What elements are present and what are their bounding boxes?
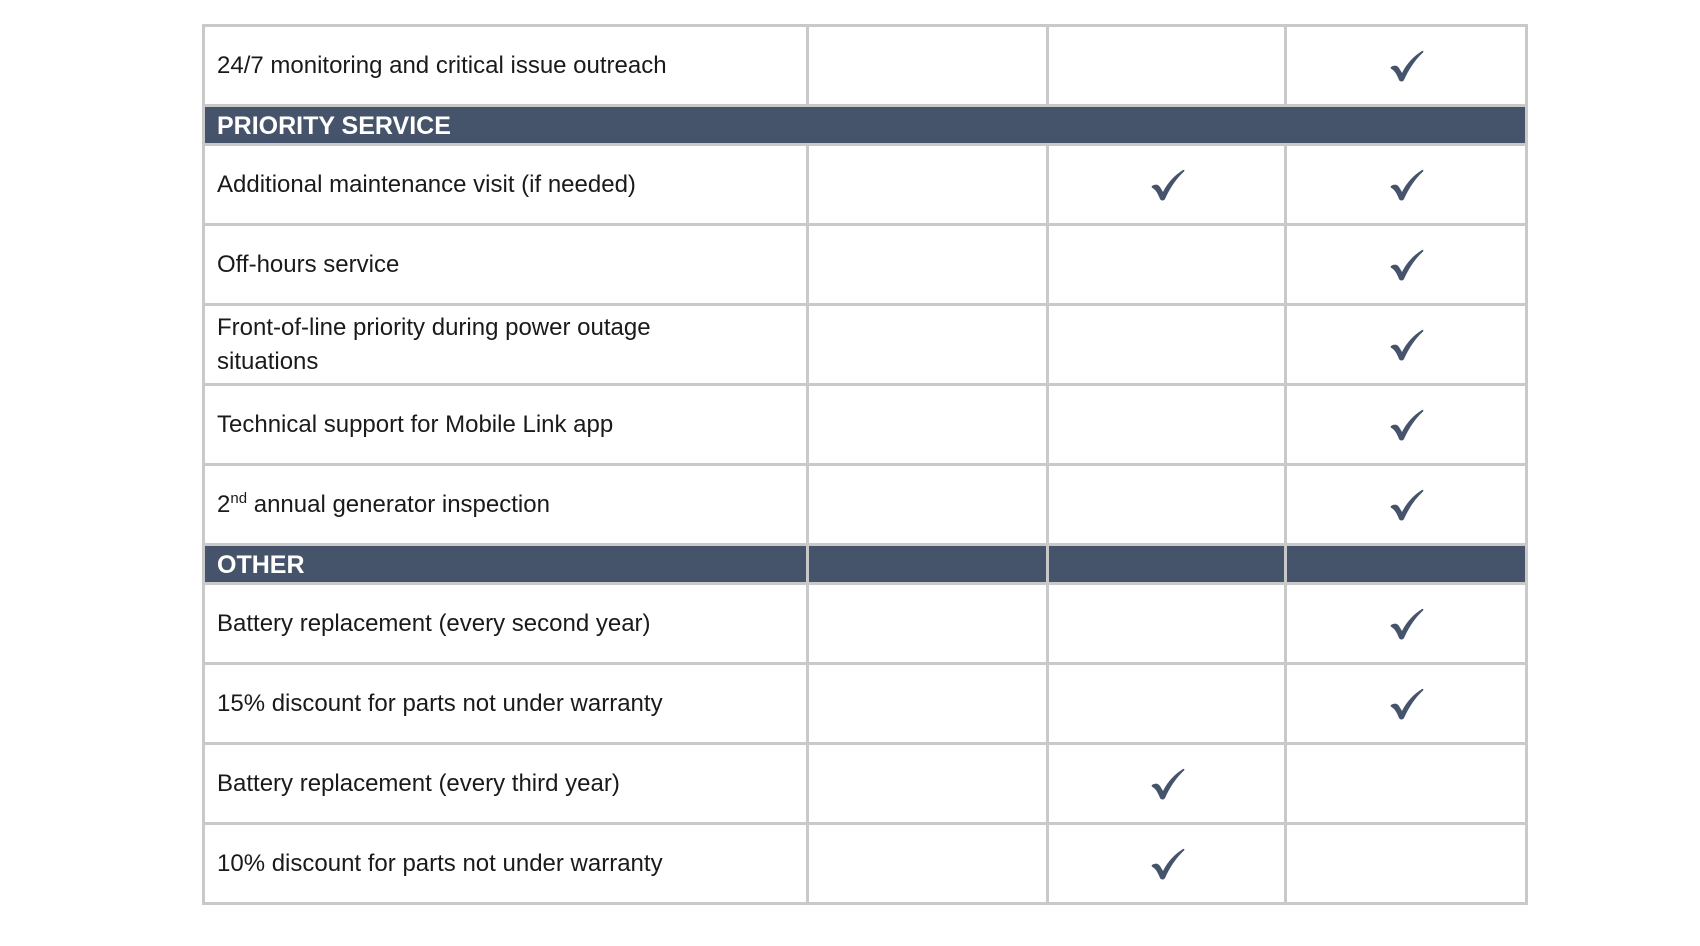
check-mark-icon [1149, 176, 1185, 193]
plan-cell [1286, 225, 1527, 305]
check-mark-icon [1149, 855, 1185, 872]
plan-cell [1048, 305, 1286, 385]
table-row [204, 385, 1527, 465]
check-mark-icon [1388, 687, 1424, 721]
plan-cell [1048, 145, 1286, 225]
plan-cell [1286, 305, 1527, 385]
feature-label: Technical support for Mobile Link app [204, 385, 808, 465]
table-row [204, 305, 1527, 385]
plan-cell [1286, 465, 1527, 545]
plan-cell [808, 385, 1048, 465]
check-mark-icon [1388, 615, 1424, 632]
table-row [204, 584, 1527, 664]
check-mark-icon [1388, 49, 1424, 83]
table-row [204, 465, 1527, 545]
check-mark-icon [1149, 847, 1185, 881]
plan-cell [808, 664, 1048, 744]
feature-comparison-table [202, 24, 1528, 905]
plan-cell [1286, 26, 1527, 106]
ordinal-suffix: nd [230, 489, 248, 507]
feature-label: 24/7 monitoring and critical issue outreach [204, 26, 808, 106]
table-row [204, 145, 1527, 225]
plan-cell [1048, 584, 1286, 664]
check-mark-icon [1388, 416, 1424, 433]
section-header-label: PRIORITY SERVICE [204, 106, 1527, 145]
plan-cell [1286, 744, 1527, 824]
feature-label: 15% discount for parts not under warranty [204, 664, 808, 744]
table-row [204, 744, 1527, 824]
table-row [204, 824, 1527, 904]
feature-label [204, 465, 808, 545]
plan-cell [1048, 225, 1286, 305]
feature-label: 10% discount for parts not under warranty [204, 824, 808, 904]
check-mark-icon [1388, 168, 1424, 202]
check-mark-icon [1388, 607, 1424, 641]
feature-label: Battery replacement (every second year) [204, 584, 808, 664]
check-mark-icon [1388, 248, 1424, 282]
section-header-row [204, 106, 1527, 145]
check-mark-icon [1149, 168, 1185, 202]
section-header-row [204, 545, 1527, 584]
check-mark-icon [1388, 695, 1424, 712]
check-mark-icon [1388, 256, 1424, 273]
table-row [204, 225, 1527, 305]
plan-cell [1286, 145, 1527, 225]
check-mark-icon [1388, 488, 1424, 522]
feature-label: Additional maintenance visit (if needed) [204, 145, 808, 225]
plan-cell [1048, 385, 1286, 465]
plan-cell [1048, 465, 1286, 545]
plan-cell [1286, 824, 1527, 904]
section-header-label: OTHER [204, 545, 808, 584]
plan-cell [808, 305, 1048, 385]
check-mark-icon [1388, 336, 1424, 353]
plan-cell [808, 225, 1048, 305]
plan-cell [1286, 664, 1527, 744]
ordinal-number: 2 [217, 490, 231, 518]
section-header-cell [1286, 545, 1527, 584]
check-mark-icon [1388, 496, 1424, 513]
check-mark-icon [1149, 767, 1185, 801]
table-row [204, 26, 1527, 106]
plan-cell [808, 26, 1048, 106]
check-mark-icon [1388, 328, 1424, 362]
plan-cell [1048, 824, 1286, 904]
plan-cell [1286, 584, 1527, 664]
plan-cell [808, 584, 1048, 664]
feature-label: Front-of-line priority during power outage situations [204, 305, 808, 385]
plan-cell [1048, 744, 1286, 824]
feature-label: Off-hours service [204, 225, 808, 305]
plan-cell [808, 145, 1048, 225]
table-row [204, 664, 1527, 744]
check-mark-icon [1388, 176, 1424, 193]
plan-cell [1048, 26, 1286, 106]
plan-cell [1286, 385, 1527, 465]
plan-cell [808, 824, 1048, 904]
plan-cell [808, 744, 1048, 824]
plan-cell [808, 465, 1048, 545]
feature-label: Battery replacement (every third year) [204, 744, 808, 824]
plan-cell [1048, 664, 1286, 744]
feature-label-text: annual generator inspection [247, 490, 550, 518]
check-mark-icon [1388, 408, 1424, 442]
check-mark-icon [1388, 57, 1424, 74]
check-mark-icon [1149, 775, 1185, 792]
section-header-cell [808, 545, 1048, 584]
section-header-cell [1048, 545, 1286, 584]
